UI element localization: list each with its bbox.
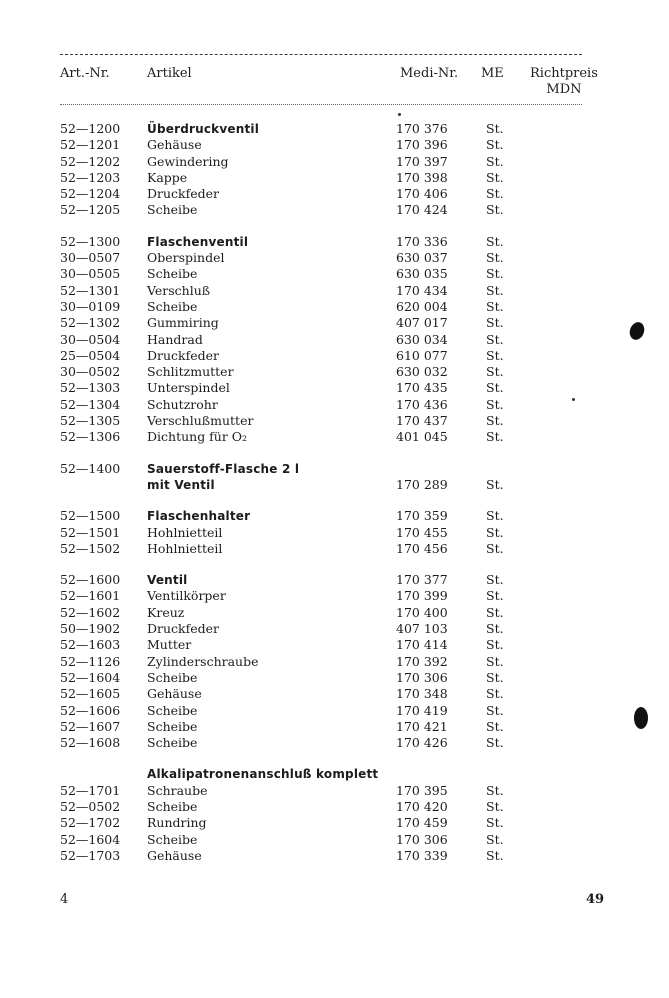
article-number: 52—1603 [60, 637, 121, 653]
article-name: mit Ventil [147, 477, 215, 492]
column-header-art-nr: Art.-Nr. [60, 66, 110, 81]
table-row [0, 848, 669, 864]
medi-number: 170 455 [396, 524, 448, 540]
article-name: Druckfeder [147, 347, 220, 363]
unit: St. [486, 815, 504, 831]
medi-number: 170 459 [396, 815, 448, 831]
table-row [0, 637, 669, 653]
article-number: 30—0502 [60, 364, 121, 380]
table-row [0, 266, 669, 282]
medi-number: 170 419 [396, 702, 448, 718]
medi-number: 610 077 [396, 347, 448, 363]
table-row [0, 332, 669, 348]
table-row [0, 703, 669, 719]
article-number: 52—1701 [60, 782, 121, 798]
article-name: Rundring [147, 815, 207, 831]
medi-number: 630 035 [396, 266, 448, 282]
section-spacer [0, 557, 669, 572]
table-row [0, 588, 669, 604]
table-row [0, 541, 669, 557]
medi-number: 170 426 [396, 735, 448, 751]
article-number: 52—1302 [60, 315, 121, 331]
table-row [0, 364, 669, 380]
article-number: 52—1702 [60, 815, 121, 831]
article-number: 52—1703 [60, 847, 121, 863]
unit: St. [486, 718, 504, 734]
article-number: 52—1501 [60, 524, 121, 540]
medi-number: 170 336 [396, 233, 448, 249]
medi-number: 170 434 [396, 282, 448, 298]
table-row-group-header [0, 572, 669, 588]
article-number: 52—1300 [60, 233, 121, 249]
article-number: 52—1500 [60, 508, 121, 524]
article-number: 52—1303 [60, 380, 121, 396]
article-name: Scheibe [147, 202, 198, 218]
medi-number: 407 017 [396, 315, 448, 331]
unit: St. [486, 315, 504, 331]
medi-number: 170 395 [396, 782, 448, 798]
table-row [0, 283, 669, 299]
article-name: Ventilkörper [147, 588, 226, 604]
header-bottom-rule [60, 104, 582, 105]
article-name: Schlitzmutter [147, 364, 234, 380]
article-name: Kappe [147, 169, 188, 185]
table-row [0, 621, 669, 637]
article-name: Scheibe [147, 669, 198, 685]
unit: St. [486, 380, 504, 396]
article-number: 52—1605 [60, 686, 121, 702]
table-row [0, 605, 669, 621]
article-number: 52—1301 [60, 282, 121, 298]
unit: St. [486, 524, 504, 540]
article-number: 52—1205 [60, 202, 121, 218]
table-row [0, 719, 669, 735]
article-name: Kreuz [147, 604, 185, 620]
article-name: Hohlnietteil [147, 540, 223, 556]
article-name: Gummiring [147, 315, 219, 331]
table-row [0, 815, 669, 831]
table-row [0, 832, 669, 848]
article-number: 52—1201 [60, 137, 121, 153]
article-number: 52—1126 [60, 653, 121, 669]
unit: St. [486, 508, 504, 524]
unit: St. [486, 250, 504, 266]
unit: St. [486, 202, 504, 218]
unit: St. [486, 137, 504, 153]
article-number: 50—1902 [60, 621, 121, 637]
table-row [0, 299, 669, 315]
article-number: 30—0505 [60, 266, 121, 282]
unit: St. [486, 413, 504, 429]
unit: St. [486, 282, 504, 298]
article-number: 52—1604 [60, 669, 121, 685]
article-name: Ventil [147, 573, 188, 588]
table-row [0, 348, 669, 364]
article-name: Druckfeder [147, 186, 220, 202]
unit: St. [486, 669, 504, 685]
unit: St. [486, 153, 504, 169]
article-name: Hohlnietteil [147, 524, 223, 540]
article-number: 52—1204 [60, 186, 121, 202]
article-name: Scheibe [147, 798, 198, 814]
medi-number: 170 435 [396, 380, 448, 396]
medi-number: 170 377 [396, 572, 448, 588]
medi-number: 170 399 [396, 588, 448, 604]
article-name: Verschluß [147, 282, 211, 298]
medi-number: 170 306 [396, 831, 448, 847]
article-name: Gehäuse [147, 686, 202, 702]
article-name: Scheibe [147, 298, 198, 314]
header-top-rule [60, 54, 582, 55]
column-header-medi-nr: Medi-Nr. [400, 66, 459, 81]
medi-number: 170 392 [396, 653, 448, 669]
medi-number: 170 397 [396, 153, 448, 169]
article-name: Scheibe [147, 702, 198, 718]
article-number: 52—1601 [60, 588, 121, 604]
article-name: Handrad [147, 331, 203, 347]
unit: St. [486, 331, 504, 347]
section-spacer [0, 493, 669, 508]
unit: St. [486, 637, 504, 653]
article-name: Gehäuse [147, 847, 202, 863]
medi-number: 170 420 [396, 798, 448, 814]
article-number: 30—0507 [60, 250, 121, 266]
unit: St. [486, 186, 504, 202]
unit: St. [486, 476, 504, 492]
unit: St. [486, 847, 504, 863]
article-name: Dichtung für O₂ [147, 429, 248, 445]
medi-number: 170 406 [396, 186, 448, 202]
article-name: Zylinderschraube [147, 653, 259, 669]
table-row [0, 380, 669, 396]
parts-table [0, 121, 669, 864]
article-number: 52—1400 [60, 460, 121, 476]
medi-number: 620 004 [396, 298, 448, 314]
table-row-group-header [0, 121, 669, 137]
table-row [0, 170, 669, 186]
article-number: 52—1602 [60, 604, 121, 620]
table-row [0, 315, 669, 331]
article-number: 52—1502 [60, 540, 121, 556]
table-row [0, 429, 669, 445]
column-header-richtpreis [530, 66, 598, 98]
article-name: Scheibe [147, 735, 198, 751]
table-row [0, 202, 669, 218]
unit: St. [486, 735, 504, 751]
article-name: Scheibe [147, 718, 198, 734]
medi-number: 630 034 [396, 331, 448, 347]
article-number: 52—1305 [60, 413, 121, 429]
section-spacer [0, 219, 669, 234]
article-name: Überdruckventil [147, 122, 260, 136]
unit: St. [486, 653, 504, 669]
article-name: Scheibe [147, 831, 198, 847]
unit: St. [486, 233, 504, 249]
article-name: Gewindering [147, 153, 229, 169]
article-name: Flaschenhalter [147, 509, 251, 524]
article-number: 52—1607 [60, 718, 121, 734]
medi-number: 630 032 [396, 364, 448, 380]
article-number: 52—1600 [60, 572, 121, 588]
medi-number: 170 306 [396, 669, 448, 685]
medi-number: 170 414 [396, 637, 448, 653]
unit: St. [486, 429, 504, 445]
medi-number: 170 348 [396, 686, 448, 702]
unit: St. [486, 604, 504, 620]
article-name: Sauerstoff-Flasche 2 l [147, 461, 300, 476]
section-spacer [0, 751, 669, 766]
medi-number: 170 421 [396, 718, 448, 734]
unit: St. [486, 702, 504, 718]
table-row-group-header [0, 477, 669, 493]
table-row [0, 250, 669, 266]
table-row [0, 413, 669, 429]
table-row [0, 783, 669, 799]
article-name: Mutter [147, 637, 192, 653]
article-number: 52—1608 [60, 735, 121, 751]
article-name: Gehäuse [147, 137, 202, 153]
table-row-group-header [0, 234, 669, 250]
article-name: Verschlußmutter [147, 413, 254, 429]
medi-number: 170 376 [396, 121, 448, 136]
scan-speck [398, 113, 401, 116]
unit: St. [486, 266, 504, 282]
column-header-artikel: Artikel [147, 66, 192, 81]
medi-number: 170 400 [396, 604, 448, 620]
table-row [0, 654, 669, 670]
article-name: Oberspindel [147, 250, 225, 266]
unit: St. [486, 169, 504, 185]
page-number: 49 [586, 892, 605, 907]
table-row [0, 686, 669, 702]
article-number: 52—1306 [60, 429, 121, 445]
article-name: Unterspindel [147, 380, 230, 396]
medi-number: 170 456 [396, 540, 448, 556]
article-name: Druckfeder [147, 621, 220, 637]
unit: St. [486, 121, 504, 136]
article-number: 25—0504 [60, 347, 121, 363]
medi-number: 170 396 [396, 137, 448, 153]
unit: St. [486, 572, 504, 588]
medi-number: 170 436 [396, 396, 448, 412]
article-number: 52—1604 [60, 831, 121, 847]
table-row-group-header [0, 766, 669, 782]
unit: St. [486, 798, 504, 814]
unit: St. [486, 782, 504, 798]
article-number: 52—1606 [60, 702, 121, 718]
article-name: Schraube [147, 782, 208, 798]
article-name: Alkalipatronenanschluß komplett [147, 767, 379, 782]
table-row [0, 799, 669, 815]
ink-blot-mark [634, 707, 648, 729]
richtpreis-label: Richtpreis [530, 66, 598, 81]
unit: St. [486, 396, 504, 412]
section-spacer [0, 446, 669, 461]
column-header-me: ME [481, 66, 504, 81]
article-name: Scheibe [147, 266, 198, 282]
article-number: 30—0109 [60, 298, 121, 314]
article-name: Flaschenventil [147, 234, 249, 249]
table-row [0, 137, 669, 153]
unit: St. [486, 686, 504, 702]
scan-speck [572, 398, 575, 401]
unit: St. [486, 588, 504, 604]
medi-number: 170 424 [396, 202, 448, 218]
table-row [0, 670, 669, 686]
table-row-group-header [0, 461, 669, 477]
medi-number: 630 037 [396, 250, 448, 266]
medi-number: 407 103 [396, 621, 448, 637]
medi-number: 170 339 [396, 847, 448, 863]
article-number: 52—1202 [60, 153, 121, 169]
article-number: 52—1200 [60, 121, 121, 136]
medi-number: 401 045 [396, 429, 448, 445]
medi-number: 170 398 [396, 169, 448, 185]
article-number: 52—0502 [60, 798, 121, 814]
table-row [0, 525, 669, 541]
table-row-group-header [0, 508, 669, 524]
table-row [0, 735, 669, 751]
article-number: 30—0504 [60, 331, 121, 347]
table-row [0, 186, 669, 202]
unit: St. [486, 831, 504, 847]
table-row [0, 397, 669, 413]
article-name: Schutzrohr [147, 396, 218, 412]
medi-number: 170 437 [396, 413, 448, 429]
unit: St. [486, 364, 504, 380]
medi-number: 170 359 [396, 508, 448, 524]
unit: St. [486, 540, 504, 556]
signature-number: 4 [60, 892, 69, 907]
medi-number: 170 289 [396, 476, 448, 492]
unit: St. [486, 347, 504, 363]
currency-label: MDN [546, 82, 582, 97]
unit: St. [486, 298, 504, 314]
article-number: 52—1304 [60, 396, 121, 412]
unit: St. [486, 621, 504, 637]
table-row [0, 154, 669, 170]
article-number: 52—1203 [60, 169, 121, 185]
